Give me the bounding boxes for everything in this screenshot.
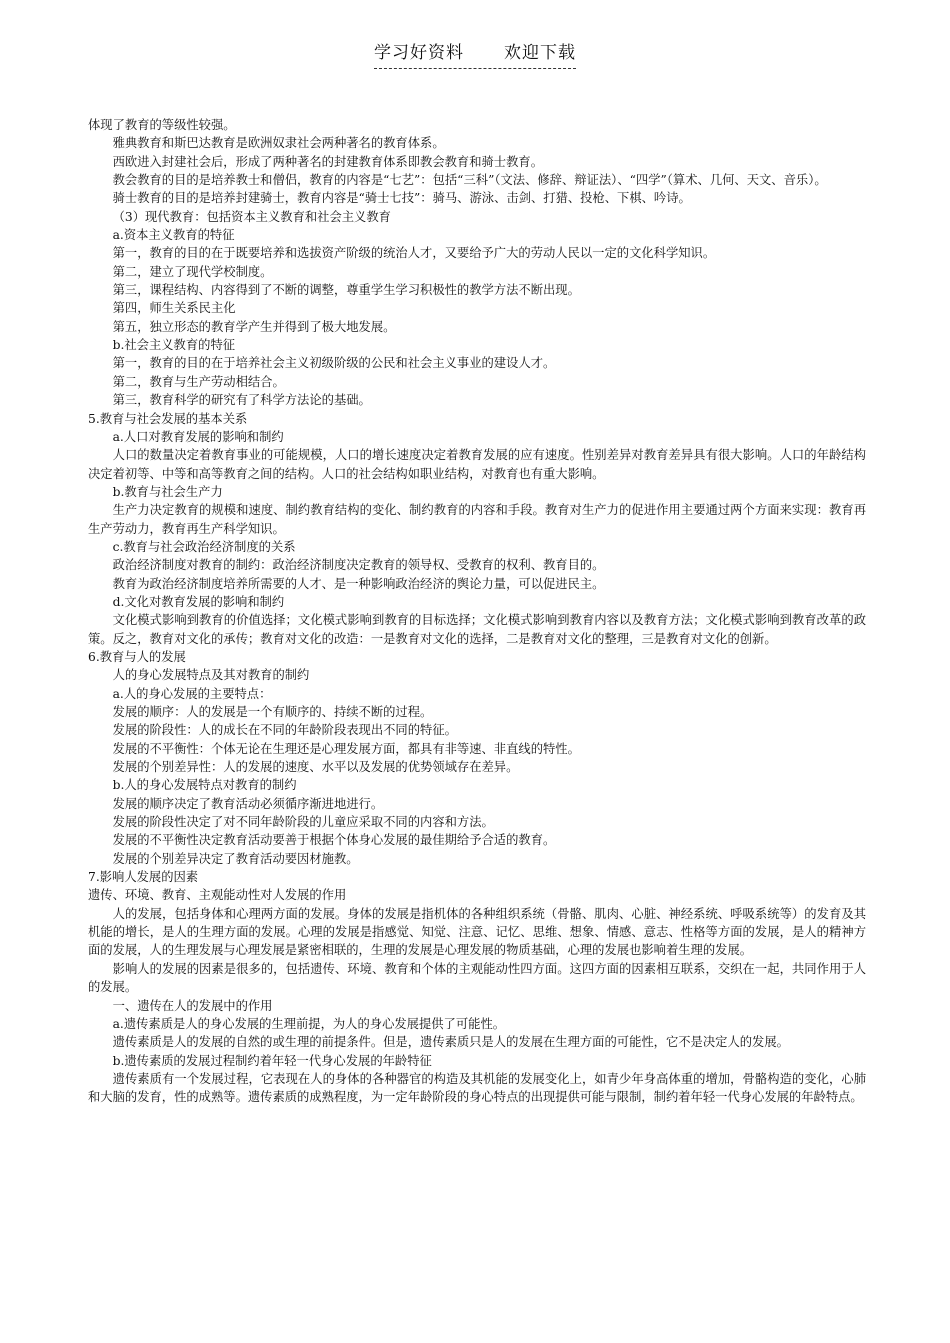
paragraph: 遗传素质有一个发展过程，它表现在人的身体的各种器官的构造及其机能的发展变化上，如青少年身高体重的增加，骨骼构造的变化，心肺和大脑的发育，性的成熟等。遗传素质的成熟程度，为一定年龄阶段的身心特点的出现提供可能与限制，制约着年轻一代身心发展的年龄特点。 xyxy=(88,1071,866,1105)
paragraph: 人的身心发展特点及其对教育的制约 xyxy=(112,668,310,683)
paragraph: 发展的顺序：人的发展是一个有顺序的、持续不断的过程。 xyxy=(112,705,433,719)
paragraph: b.社会主义教育的特征 xyxy=(112,338,236,353)
paragraph: 雅典教育和斯巴达教育是欧洲奴隶社会两种著名的教育体系。 xyxy=(112,136,445,151)
paragraph: 第二，教育与生产劳动相结合。 xyxy=(112,374,285,389)
paragraph: 一、遗传在人的发展中的作用 xyxy=(112,998,273,1013)
paragraph: c.教育与社会政治经济制度的关系 xyxy=(112,539,296,554)
header-left-text: 学习好资料 xyxy=(374,43,464,63)
paragraph: 发展的个别差异决定了教育活动要因材施教。 xyxy=(112,851,359,866)
page-header xyxy=(0,38,950,67)
paragraph: 第一，教育的目的在于既要培养和选拔资产阶级的统治人才，又要给予广大的劳动人民以一定的文化科学知识。 xyxy=(112,246,716,261)
document-body xyxy=(88,116,866,1107)
paragraph: 第五，独立形态的教育学产生并得到了极大地发展。 xyxy=(112,319,396,334)
paragraph: a.资本主义教育的特征 xyxy=(112,228,235,243)
paragraph: a.遗传素质是人的身心发展的生理前提，为人的身心发展提供了可能性。 xyxy=(112,1016,506,1031)
paragraph: 7.影响人发展的因素 xyxy=(88,870,199,885)
paragraph: 骑士教育的目的是培养封建骑士，教育内容是“骑士七技”：骑马、游泳、击剑、打猎、投枪、下棋、吟诗。 xyxy=(112,191,691,206)
paragraph: 第四，师生关系民主化 xyxy=(112,301,236,316)
paragraph: 遗传、环境、教育、主观能动性对人发展的作用 xyxy=(88,888,347,903)
paragraph: 第三，教育科学的研究有了科学方法论的基础。 xyxy=(112,393,371,408)
header-dashed-underline xyxy=(374,68,576,69)
paragraph: 发展的阶段性：人的成长在不同的年龄阶段表现出不同的特征。 xyxy=(112,723,457,738)
paragraph: 人口的数量决定着教育事业的可能规模，人口的增长速度决定着教育发展的应有速度。性别差异对教育差异具有很大影响。人口的年龄结构决定着初等、中等和高等教育之间的结构。人口的社会结构如职业结构，对教育也有重大影响。 xyxy=(88,448,866,481)
paragraph: 人的发展，包括身体和心理两方面的发展。身体的发展是指机体的各种组织系统（骨骼、肌肉、心脏、神经系统、呼吸系统等）的发育及其机能的增长，是人的生理方面的发展。心理的发展是指感觉、知觉、注意、记忆、思维、想象、情感、意志、性格等方面的发展，是人的精神方面的发展，人的生理发展与心理发展是紧密相联的，生理的发展是心理发展的物质基础，心理的发展也影响着生理的发展。 xyxy=(88,906,866,958)
paragraph: 发展的不平衡性：个体无论在生理还是心理发展方面，都具有非等速、非直线的特性。 xyxy=(112,741,580,756)
paragraph: 遗传素质是人的发展的自然的或生理的前提条件。但是，遗传素质只是人的发展在生理方面的可能性，它不是决定人的发展。 xyxy=(112,1035,789,1050)
paragraph: 政治经济制度对教育的制约：政治经济制度决定教育的领导权、受教育的权利、教育目的。 xyxy=(112,558,605,573)
paragraph: 第二，建立了现代学校制度。 xyxy=(112,264,273,279)
paragraph: b.遗传素质的发展过程制约着年轻一代身心发展的年龄特征 xyxy=(112,1053,432,1068)
paragraph: 文化模式影响到教育的价值选择；文化模式影响到教育的目标选择；文化模式影响到教育内容以及教育方法；文化模式影响到教育改革的政策。反之，教育对文化的承传；教育对文化的改造：一是教育对文化的选择，二是教育对文化的整理，三是教育对文化的创新。 xyxy=(88,613,866,646)
paragraph: 第一，教育的目的在于培养社会主义初级阶级的公民和社会主义事业的建设人才。 xyxy=(112,356,556,371)
paragraph: 5.教育与社会发展的基本关系 xyxy=(88,411,248,426)
paragraph: d.文化对教育发展的影响和制约 xyxy=(112,594,285,609)
paragraph: （3）现代教育：包括资本主义教育和社会主义教育 xyxy=(112,209,391,224)
paragraph: 影响人的发展的因素是很多的，包括遗传、环境、教育和个体的主观能动性四方面。这四方面的因素相互联系，交织在一起，共同作用于人的发展。 xyxy=(88,961,866,995)
paragraph: a.人的身心发展的主要特点： xyxy=(112,686,272,701)
paragraph: b.教育与社会生产力 xyxy=(112,484,223,499)
paragraph: 发展的阶段性决定了对不同年龄阶段的儿童应采取不同的内容和方法。 xyxy=(112,815,494,830)
paragraph: 体现了教育的等级性较强。 xyxy=(88,118,236,132)
header-wrap xyxy=(374,38,576,67)
paragraph: 6.教育与人的发展 xyxy=(88,649,186,664)
paragraph: 生产力决定教育的规模和速度、制约教育结构的变化、制约教育的内容和手段。教育对生产力的促进作用主要通过两个方面来实现：教育再生产劳动力，教育再生产科学知识。 xyxy=(88,503,866,536)
paragraph: 第三，课程结构、内容得到了不断的调整，尊重学生学习积极性的教学方法不断出现。 xyxy=(112,283,580,298)
paragraph: 发展的不平衡性决定教育活动要善于根据个体身心发展的最佳期给予合适的教育。 xyxy=(112,833,556,848)
paragraph: 发展的顺序决定了教育活动必须循序渐进地进行。 xyxy=(112,796,384,811)
paragraph: 发展的个别差异性：人的发展的速度、水平以及发展的优势领域存在差异。 xyxy=(112,760,519,775)
paragraph: a.人口对教育发展的影响和制约 xyxy=(112,429,284,444)
header-right-text: 欢迎下载 xyxy=(504,43,576,63)
paragraph: 西欧进入封建社会后，形成了两种著名的封建教育体系即教会教育和骑士教育。 xyxy=(112,154,543,169)
paragraph: 教会教育的目的是培养教士和僧侣，教育的内容是“七艺”：包括“三科”（文法、修辞、辩证法）、“四学”（算术、几何、天文、音乐）。 xyxy=(112,173,827,188)
paragraph: b.人的身心发展特点对教育的制约 xyxy=(112,778,297,793)
paragraph: 教育为政治经济制度培养所需要的人才、是一种影响政治经济的舆论力量，可以促进民主。 xyxy=(112,576,605,591)
